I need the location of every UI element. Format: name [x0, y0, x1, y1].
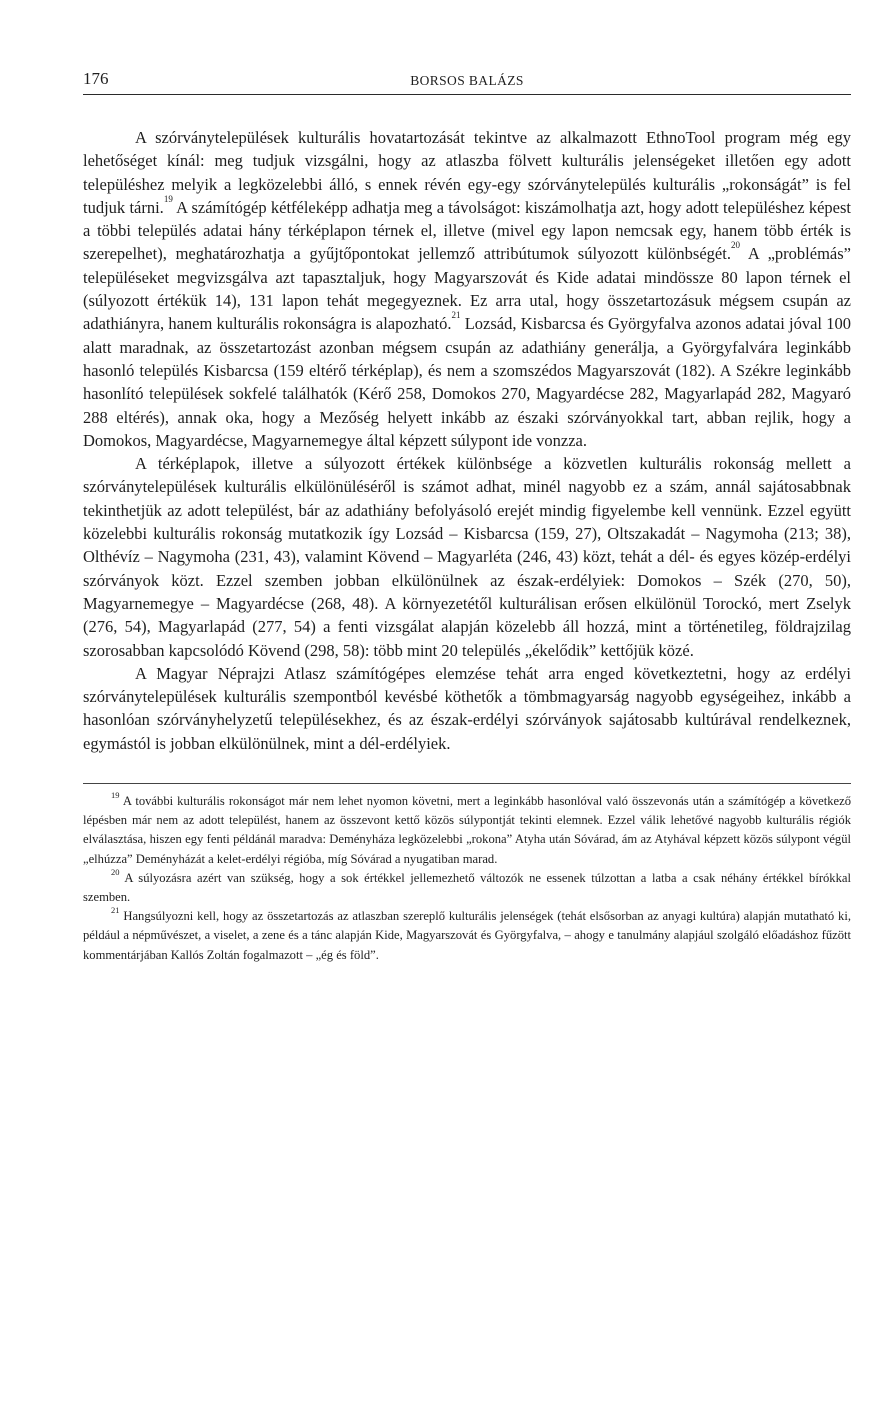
footnote-ref-21: 21 — [451, 310, 461, 321]
footnote-divider — [83, 783, 851, 784]
footnote-20 — [83, 866, 851, 907]
text-segment: Lozsád, Kisbarcsa és Györgyfalva azonos adatai jóval 100 alatt maradnak, az összetartozást azonban mégsem csupán az adathiány generálja, a Györgyfalvára leginkább hasonló település Kisbarcsa (159 eltérő térképlap), és nem a szomszédos Magyarszovát (182). A Székre leginkább hasonlító települések sokfelé találhatók (Kérő 258, Domokos 270, Magyardécse 282, Magyarlapád 282, Magyaró 288 eltérés), annak oka, hogy a Mezőség helyett inkább az északi szórványokkal tart, abban rejlik, hogy a Domokos, Magyardécse, Magyarnemegye által képzett súlypont ide vonzza. — [83, 314, 851, 450]
paragraph-3 — [83, 662, 851, 755]
footnote-21 — [83, 907, 851, 965]
book-page — [83, 68, 851, 965]
footnote-ref-20: 20 — [730, 240, 740, 251]
paragraph-2 — [83, 452, 851, 662]
text-segment: A „problémás” településeket megvizsgálva azt tapasztaljuk, hogy Magyarszovát és Kide adatai mindössze 80 lapon térnek el (súlyozott értékük 14), 131 lapon tehát megegyeznek. Ez arra utal, hogy összetartozásuk mégsem csupán az adathiányra, hanem kulturális rokonságra is alapozható. — [83, 244, 851, 334]
text-segment: A Magyar Néprajzi Atlasz számítógépes elemzése tehát arra enged következtetni, hogy az erdélyi szórványtelepülések kulturális szempontból kevésbé köthetők a tömbmagyarság nagyobb egységeihez, inkább a hasonlóan szórványhelyzetű településekhez, és az észak-erdélyi szórványok sajátosabb kultúrával rendelkeznek, egymástól is jobban elkülönülnek, mint a dél-erdélyiek. — [83, 663, 851, 753]
footnotes — [83, 792, 851, 965]
text-segment: A szórványtelepülések kulturális hovatartozását tekintve az alkalmazott EthnoTool program még egy lehetőséget kínál: meg tudjuk vizsgálni, hogy az atlaszba fölvett kulturális jelenségeket illetően egy adott településhez melyik a legközelebbi álló, s ennek révén egy-egy szórványtelepülés kulturális „rokonságát” is fel tudjuk tárni. — [83, 128, 851, 217]
footnote-number: 21 — [111, 905, 120, 916]
footnote-text: Hangsúlyozni kell, hogy az összetartozás az atlaszban szereplő kulturális jelenségek (tehát elsősorban az anyagi kultúra) alapján mutatható ki, például a népművészet, a viselet, a zene és a tánc alapján Kide, Magyarszovát és Györgyfalva, – ahogy e tanulmány alapjául szolgáló előadáshoz fűzött kommentárjában Kallós Zoltán fogalmazott – „ég és föld”. — [83, 909, 851, 962]
main-text — [83, 126, 851, 755]
footnote-text: A további kulturális rokonságot már nem lehet nyomon követni, mert a leginkább hasonlóval való összevonás után a számítógép a következő lépésben már nem az adott települést, hanem az összevont kettő közös súlypontját tekinti elemnek. Ezzel válik lehetővé nagyobb kulturális régiók elválasztása, hiszen egy fenti példánál maradva: Deményháza legközelebbi „rokona” Atyha után Sóvárad, ám az Atyhával képzett közös súlypont végül „elhúzza” Deményházát a kelet-erdélyi régióba, míg Sóvárad a nyugatiban marad. — [83, 794, 851, 866]
footnote-number: 20 — [111, 866, 120, 877]
text-segment: A számítógép kétféleképp adhatja meg a távolságot: kiszámolhatja azt, hogy adott településhez képest a többi település adatai hány térképlapon térnek el, illetve (mivel egy lapon nemcsak egy, hanem több érték is szerepelhet), meghatározhatja a gyűjtőpontokat jellemző attribútumok súlyozott különbségét. — [83, 197, 852, 264]
footnote-ref-19: 19 — [163, 193, 173, 204]
footnote-number: 19 — [111, 790, 120, 801]
text-segment: A térképlapok, illetve a súlyozott értékek különbsége a közvetlen kulturális rokonság mellett a szórványtelepülések kulturális elkülönüléséről is számot adhat, minél nagyobb ez a szám, annál sajátosabbnak tekinthetjük az adott települést, bár az adathiány befolyásoló erejét mindig figyelembe kell vennünk. Ezzel együtt közelebbi kulturális rokonság mutatkozik így Lozsád – Kisbarcsa (159, 27), Oltszakadát – Nagymoha (213; 38), Olthévíz – Nagymoha (231, 43), valamint Kövend – Magyarléta (246, 43) közt, tehát a dél- és egyes közép-erdélyi szórványok közt. Ezzel szemben jobban elkülönülnek az észak-erdélyiek: Domokos – Szék (270, 50), Magyarnemegye – Magyardécse (268, 48). A környezetétől kulturálisan erősen elkülönül Torockó, mert Zselyk (276, 54), Magyarlapád (277, 54) a fenti vizsgálat alapján közelebb áll hozzá, mint a történetileg, földrajzilag szorosabban kapcsolódó Kövend (298, 58): több mint 20 település „ékelődik” kettőjük közé. — [83, 454, 851, 660]
footnote-text: A súlyozásra azért van szükség, hogy a sok értékkel jellemezhető változók ne essenek túlzottan a latba a csak néhány értékkel bírókkal szemben. — [83, 870, 851, 905]
running-title: BORSOS BALÁZS — [410, 73, 524, 88]
page-header — [83, 68, 851, 95]
paragraph-1 — [83, 126, 851, 452]
page-number: 176 — [83, 69, 109, 88]
footnote-19 — [83, 792, 851, 869]
